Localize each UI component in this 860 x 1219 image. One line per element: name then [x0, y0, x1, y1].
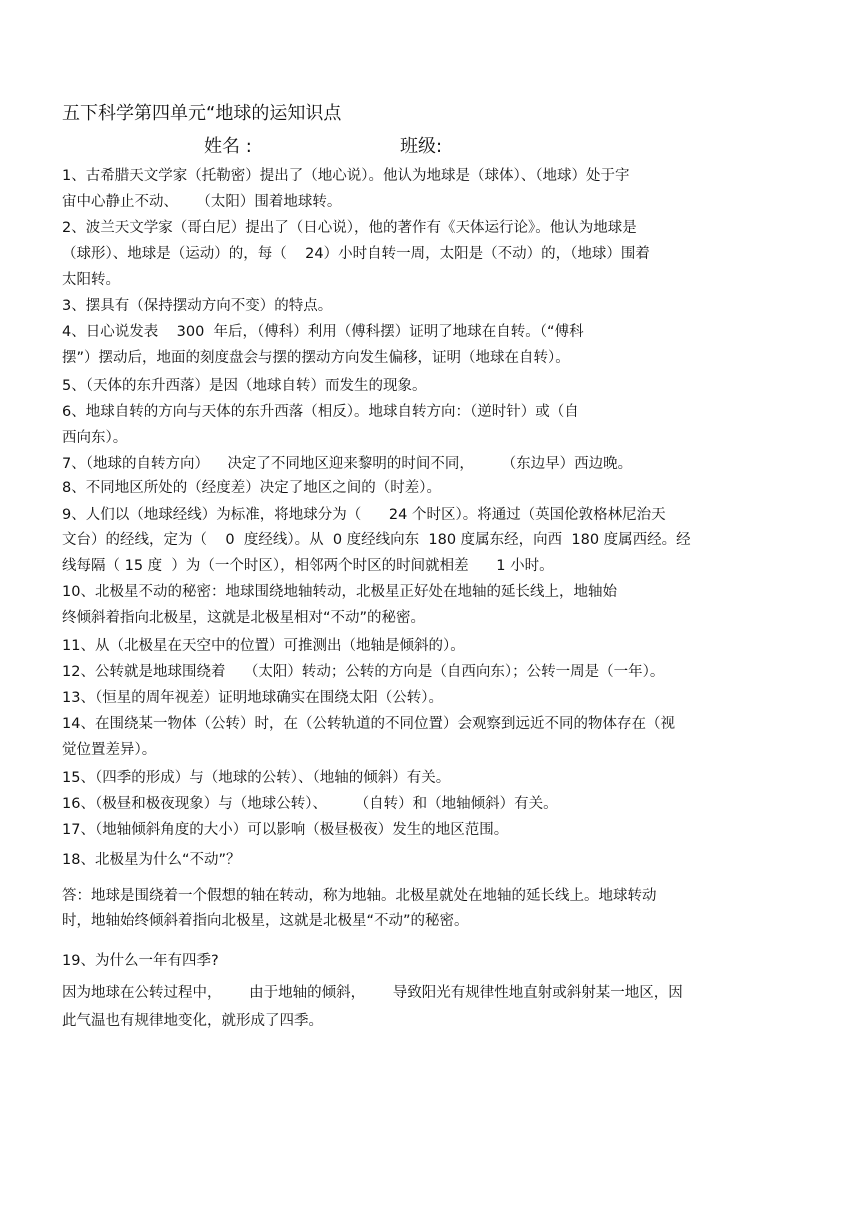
question-line: 19、为什么一年有四季?	[62, 953, 219, 969]
text-line: 9、人们以（地球经线）为标准，将地球分为（ 24 个时区）。将通过（英国伦敦格林尼治天	[62, 507, 666, 523]
text-line: 1、古希腊天文学家（托勒密）提出了（地心说）。他认为地球是（球体）、（地球）处于宇	[62, 168, 630, 184]
text-line: 文台）的经线，定为（ 0 度经线）。从 0 度经线向东 180 度属东经，向西 180 度属西经。经	[62, 532, 691, 548]
text-line: （球形）、地球是（运动）的，每（ 24）小时自转一周，太阳是（不动）的，（地球）围着	[62, 246, 650, 262]
text-line: 西向东）。	[62, 430, 128, 446]
text-line: 8、不同地区所处的（经度差）决定了地区之间的（时差）。	[62, 480, 441, 496]
text-line: 14、在围绕某一物体（公转）时，在（公转轨道的不同位置）会观察到远近不同的物体存在（视	[62, 716, 675, 732]
text-line: 4、日心说发表 300 年后，（傅科）利用（傅科摆）证明了地球在自转。（“傅科	[62, 324, 584, 340]
text-line: 2、波兰天文学家（哥白尼）提出了（日心说），他的著作有《天体运行论》。他认为地球是	[62, 220, 637, 236]
text-line: 16、（极昼和极夜现象）与（地球公转）、 （自转）和（地轴倾斜）有关。	[62, 796, 558, 812]
doc-title: 五下科学第四单元“地球的运知识点	[62, 103, 342, 124]
text-line: 宙中心静止不动、 （太阳）围着地球转。	[62, 194, 342, 210]
text-line: 终倾斜着指向北极星，这就是北极星相对“不动”的秘密。	[62, 610, 426, 626]
text-line: 10、北极星不动的秘密：地球围绕地轴转动，北极星正好处在地轴的延长线上，地轴始	[62, 584, 617, 600]
answer-line: 此气温也有规律地变化，就形成了四季。	[62, 1013, 323, 1029]
answer-line: 因为地球在公转过程中， 由于地轴的倾斜， 导致阳光有规律性地直射或斜射某一地区，因	[62, 985, 683, 1001]
name-class-row	[204, 134, 443, 160]
text-line: 6、地球自转的方向与天体的东升西落（相反）。地球自转方向：（逆时针）或（自	[62, 404, 579, 420]
text-line: 11、从（北极星在天空中的位置）可推测出（地轴是倾斜的）。	[62, 638, 465, 654]
text-line: 17、（地轴倾斜角度的大小）可以影响（极昼极夜）发生的地区范围。	[62, 822, 509, 838]
text-line: 线每隔（ 15 度 ）为（一个时区），相邻两个时区的时间就相差 1 小时。	[62, 558, 554, 574]
question-line: 18、北极星为什么“不动”？	[62, 852, 241, 868]
text-line: 12、公转就是地球围绕着 （太阳）转动；公转的方向是（自西向东）；公转一周是（一年）。	[62, 664, 665, 680]
class-label: 班级:	[400, 136, 443, 157]
text-line: 13、（恒星的周年视差）证明地球确实在围绕太阳（公转）。	[62, 690, 443, 706]
answer-line: 时，地轴始终倾斜着指向北极星，这就是北极星“不动”的秘密。	[62, 913, 469, 929]
text-line: 5、（天体的东升西落）是因（地球自转）而发生的现象。	[62, 378, 427, 394]
text-line: 太阳转。	[62, 272, 120, 288]
text-line: 3、摆具有（保持摆动方向不变）的特点。	[62, 298, 333, 314]
text-line: 觉位置差异）。	[62, 742, 157, 758]
name-label: 姓名 :	[204, 136, 252, 157]
text-line: 7、（地球的自转方向） 决定了不同地区迎来黎明的时间不同， （东边早）西边晚。	[62, 456, 633, 472]
text-line: 摆”）摆动后，地面的刻度盘会与摆的摆动方向发生偏移，证明（地球在自转）。	[62, 350, 570, 366]
answer-line: 答：地球是围绕着一个假想的轴在转动，称为地轴。北极星就处在地轴的延长线上。地球转动	[62, 888, 657, 904]
text-line: 15、（四季的形成）与（地球的公转）、（地轴的倾斜）有关。	[62, 770, 451, 786]
